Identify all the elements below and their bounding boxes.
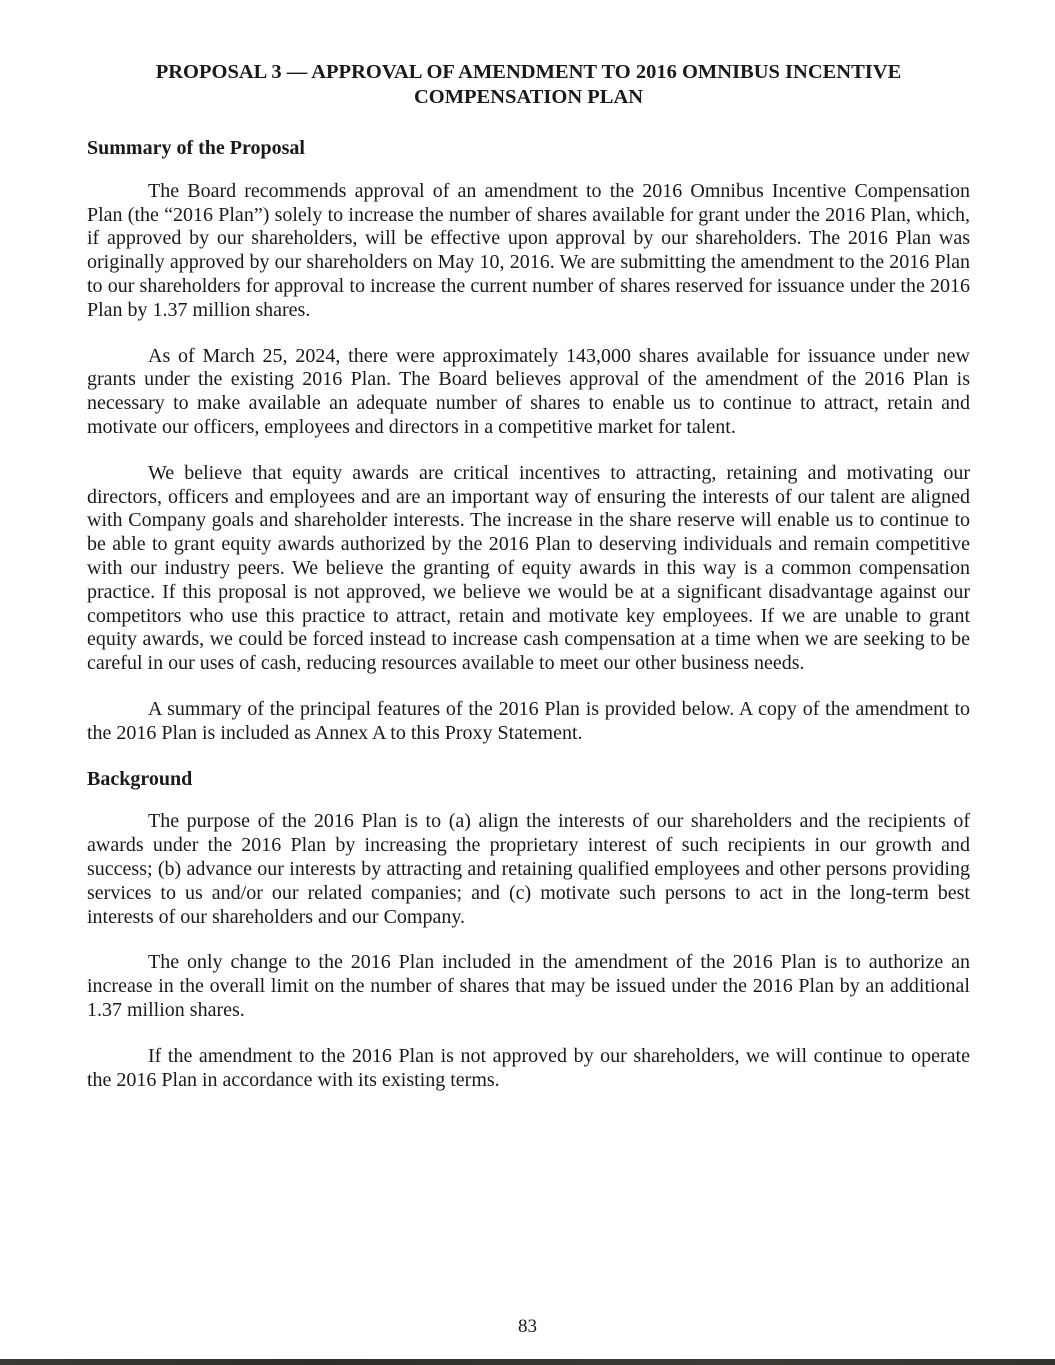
background-paragraph-2: The only change to the 2016 Plan included in the amendment of the 2016 Plan is to authorize an increase in the overall limit on the number of shares that may be issued under the 2016 Plan by an additional 1.37 million shares. — [87, 951, 970, 1021]
summary-paragraph-1: The Board recommends approval of an amendment to the 2016 Omnibus Incentive Compensation Plan (the “2016 Plan”) solely to increase the number of shares available for grant under the 2016 Plan, which, if approved by our shareholders, will be effective upon approval by our shareholders. The 2016 Plan was originally approved by our shareholders on May 10, 2016. We are submitting the amendment to the 2016 Plan to our shareholders for approval to increase the current number of shares reserved for issuance under the 2016 Plan by 1.37 million shares. — [87, 179, 970, 321]
background-paragraph-1: The purpose of the 2016 Plan is to (a) align the interests of our shareholders and the recipients of awards under the 2016 Plan by increasing the proprietary interest of such recipients in our growth and success; (b) advance our interests by attracting and retaining qualified employees and other persons providing services to us and/or our related companies; and (c) motivate such persons to act in the long-term best interests of our shareholders and our Company. — [87, 810, 970, 928]
page-bottom-edge — [0, 1359, 1055, 1365]
summary-paragraph-4: A summary of the principal features of the 2016 Plan is provided below. A copy of the amendment to the 2016 Plan is included as Annex A to this Proxy Statement. — [87, 697, 970, 744]
section-heading-background: Background — [87, 767, 193, 790]
document-title: PROPOSAL 3 — APPROVAL OF AMENDMENT TO 2016 OMNIBUS INCENTIVE COMPENSATION PLAN — [155, 61, 902, 108]
section-heading-summary: Summary of the Proposal — [87, 137, 305, 159]
page-number: 83 — [518, 1316, 537, 1338]
summary-paragraph-2: As of March 25, 2024, there were approximately 143,000 shares available for issuance under new grants under the existing 2016 Plan. The Board believes approval of the amendment of the 2016 Plan is necessary to make available an adequate number of shares to enable us to continue to attract, retain and motivate our officers, employees and directors in a competitive market for talent. — [87, 344, 970, 438]
summary-paragraph-3: We believe that equity awards are critical incentives to attracting, retaining and motivating our directors, officers and employees and are an important way of ensuring the interests of our talent are aligned with Company goals and shareholder interests. The increase in the share reserve will enable us to continue to be able to grant equity awards authorized by the 2016 Plan to deserving individuals and remain competitive with our industry peers. We believe the granting of equity awards in this way is a common compensation practice. If this proposal is not approved, we believe we would be at a significant disadvantage against our competitors who use this practice to attract, retain and motivate key employees. If we are unable to grant equity awards, we could be forced instead to increase cash compensation at a time when we are seeking to be careful in our uses of cash, reducing resources available to meet our other business needs. — [87, 461, 970, 675]
background-paragraph-3: If the amendment to the 2016 Plan is not approved by our shareholders, we will continue to operate the 2016 Plan in accordance with its existing terms. — [87, 1044, 970, 1091]
